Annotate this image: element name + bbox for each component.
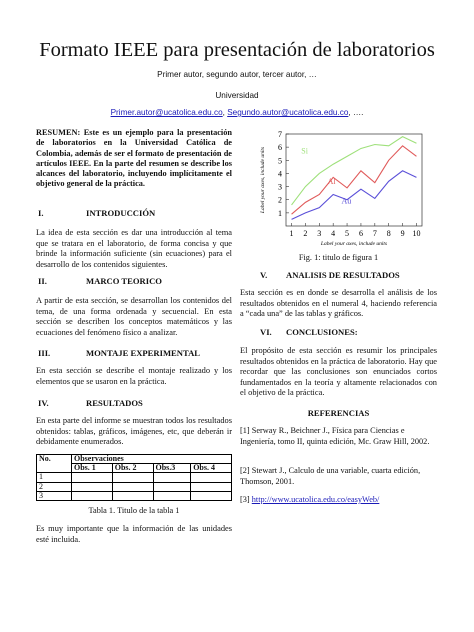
section-title: MARCO TEORICO [86, 276, 162, 286]
series-label-si: Si [301, 146, 308, 156]
section-heading-montaje [36, 348, 200, 358]
section-title: INTRODUCCIÓN [86, 208, 156, 218]
section-number: III. [38, 348, 51, 358]
observations-table [36, 454, 232, 501]
y-tick-label: 5 [278, 156, 282, 166]
table-header-obs: Obs.3 [153, 464, 191, 473]
abstract: RESUMEN: Este es un ejemplo para la presentación de laboratorios en la Universidad Católica de Colombia, además de ser el formato de presentación de artículos IEEE. En la parte del resumen se describe los alcances del laboratorio, incluyendo implícitamente el objetivo general de la práctica. [36, 128, 232, 189]
series-label-al: Al [327, 176, 336, 186]
figure-caption: Fig. 1: titulo de figura 1 [298, 253, 379, 262]
x-tick-label: 2 [303, 229, 308, 238]
y-axis-label: Label your axes, include units [260, 146, 266, 214]
x-tick-label: 3 [317, 229, 322, 238]
section-heading-conclusiones [258, 327, 358, 337]
table-header-no: No. [37, 455, 72, 473]
table-row [37, 482, 232, 491]
table-row [37, 491, 232, 500]
section-body-montaje: En esta sección se describe el montaje realizado y los elementos que se usaron en la práctica. [36, 366, 232, 386]
units-note: Es muy importante que la información de las unidades esté incluida. [36, 524, 232, 544]
section-heading-analisis [258, 270, 400, 280]
section-body-analisis: Esta sección es en donde se desarrolla el análisis de los resultados obtenidos en el numeral 4, haciendo referencia a “cada una” de las tablas y gráficos. [240, 288, 437, 319]
table-cell: 2 [37, 482, 72, 491]
reference-prefix: [3] [240, 495, 252, 504]
table-cell: 1 [37, 473, 72, 482]
section-title: CONCLUSIONES: [286, 327, 358, 337]
y-tick-label: 3 [278, 182, 282, 192]
section-number: V. [260, 270, 268, 280]
y-tick-label: 6 [278, 143, 282, 153]
paper-title: Formato IEEE para presentación de laboratorios [39, 39, 435, 61]
y-tick-label: 4 [278, 169, 282, 179]
table-row [37, 473, 232, 482]
email-separator: , [222, 108, 228, 117]
reference-item: [1] Serway R., Beichner J., Física para Ciencias e Ingeniería, tomo II, quinta edición, Mc. Graw Hill, 2002. [240, 426, 430, 446]
email-link-2[interactable]: Segundo.autor@ucatolica.edu.co [227, 108, 349, 117]
figure-chart [242, 126, 442, 258]
section-number: II. [38, 276, 47, 286]
section-title: MONTAJE EXPERIMENTAL [86, 348, 201, 358]
author-list: Primer autor, segundo autor, tercer autor, … [157, 70, 317, 79]
section-body-resultados: En esta parte del informe se muestran todos los resultados obtenidos: tablas, gráficos, imágenes, etc, que deberán ir debidamente enumerados. [36, 416, 232, 447]
y-tick-label: 2 [278, 195, 282, 205]
table-caption: Tabla 1. Titulo de la tabla 1 [88, 506, 180, 515]
y-tick-label: 7 [278, 130, 282, 139]
x-tick-label: 6 [358, 229, 363, 238]
table-header-obs: Obs. 1 [72, 464, 113, 473]
section-number: IV. [38, 398, 49, 408]
reference-link[interactable]: http://www.ucatolica.edu.co/easyWeb/ [251, 495, 380, 504]
y-tick-label: 1 [278, 208, 282, 218]
series-line-au [292, 171, 417, 220]
section-heading-resultados [36, 398, 143, 408]
x-tick-label: 9 [400, 229, 405, 238]
section-title: RESULTADOS [86, 398, 143, 408]
section-heading-intro [36, 208, 155, 218]
references-heading: REFERENCIAS [307, 408, 370, 418]
x-tick-label: 8 [386, 229, 391, 238]
section-body-marco: A partir de esta sección, se desarrollan los contenidos del tema, de una forma ordenada y secuencial. En esta sección se describen los conceptos matemáticos y las ecuaciones del fenómeno físico a analizar. [36, 296, 232, 337]
table-cell: 3 [37, 491, 72, 500]
x-axis-label: Label your axes, include units [320, 241, 388, 247]
section-number: VI. [260, 327, 272, 337]
x-tick-label: 10 [412, 229, 421, 238]
university: Universidad [215, 91, 259, 100]
table-header-obs: Obs. 4 [191, 464, 232, 473]
reference-item: [2] Stewart J., Calculo de una variable, cuarta edición, Thomson, 2001. [240, 466, 421, 486]
series-line-al [292, 146, 417, 214]
x-tick-label: 7 [372, 229, 377, 238]
section-title: ANALISIS DE RESULTADOS [286, 270, 400, 280]
email-ellipsis: , …. [348, 108, 364, 117]
series-label-au: Au [341, 196, 352, 206]
x-tick-label: 1 [289, 229, 294, 238]
table-group-header: Observaciones [72, 455, 232, 464]
x-tick-label: 5 [345, 229, 350, 238]
section-heading-marco [36, 276, 162, 286]
email-line [0, 108, 474, 117]
x-tick-label: 4 [331, 229, 336, 238]
reference-item-3 [240, 495, 437, 506]
section-body-conclusiones: El propósito de esta sección es resumir los principales resultados obtenidos en la práctica de laboratorio. Hay que recordar que las conclusiones son enunciados cortos fundamentados en la teoría y altamente relacionados con el objetivo de la práctica. [240, 346, 437, 398]
table-header-obs: Obs. 2 [112, 464, 153, 473]
section-body-intro: La idea de esta sección es dar una introducción al tema que se tratara en el laboratorio, de forma concisa y que brinde la información suficiente (sin ecuaciones) para el desarrollo de los contenidos siguientes. [36, 228, 232, 269]
section-number: I. [38, 208, 44, 218]
email-link-1[interactable]: Primer.autor@ucatolica.edu.co [110, 108, 223, 117]
